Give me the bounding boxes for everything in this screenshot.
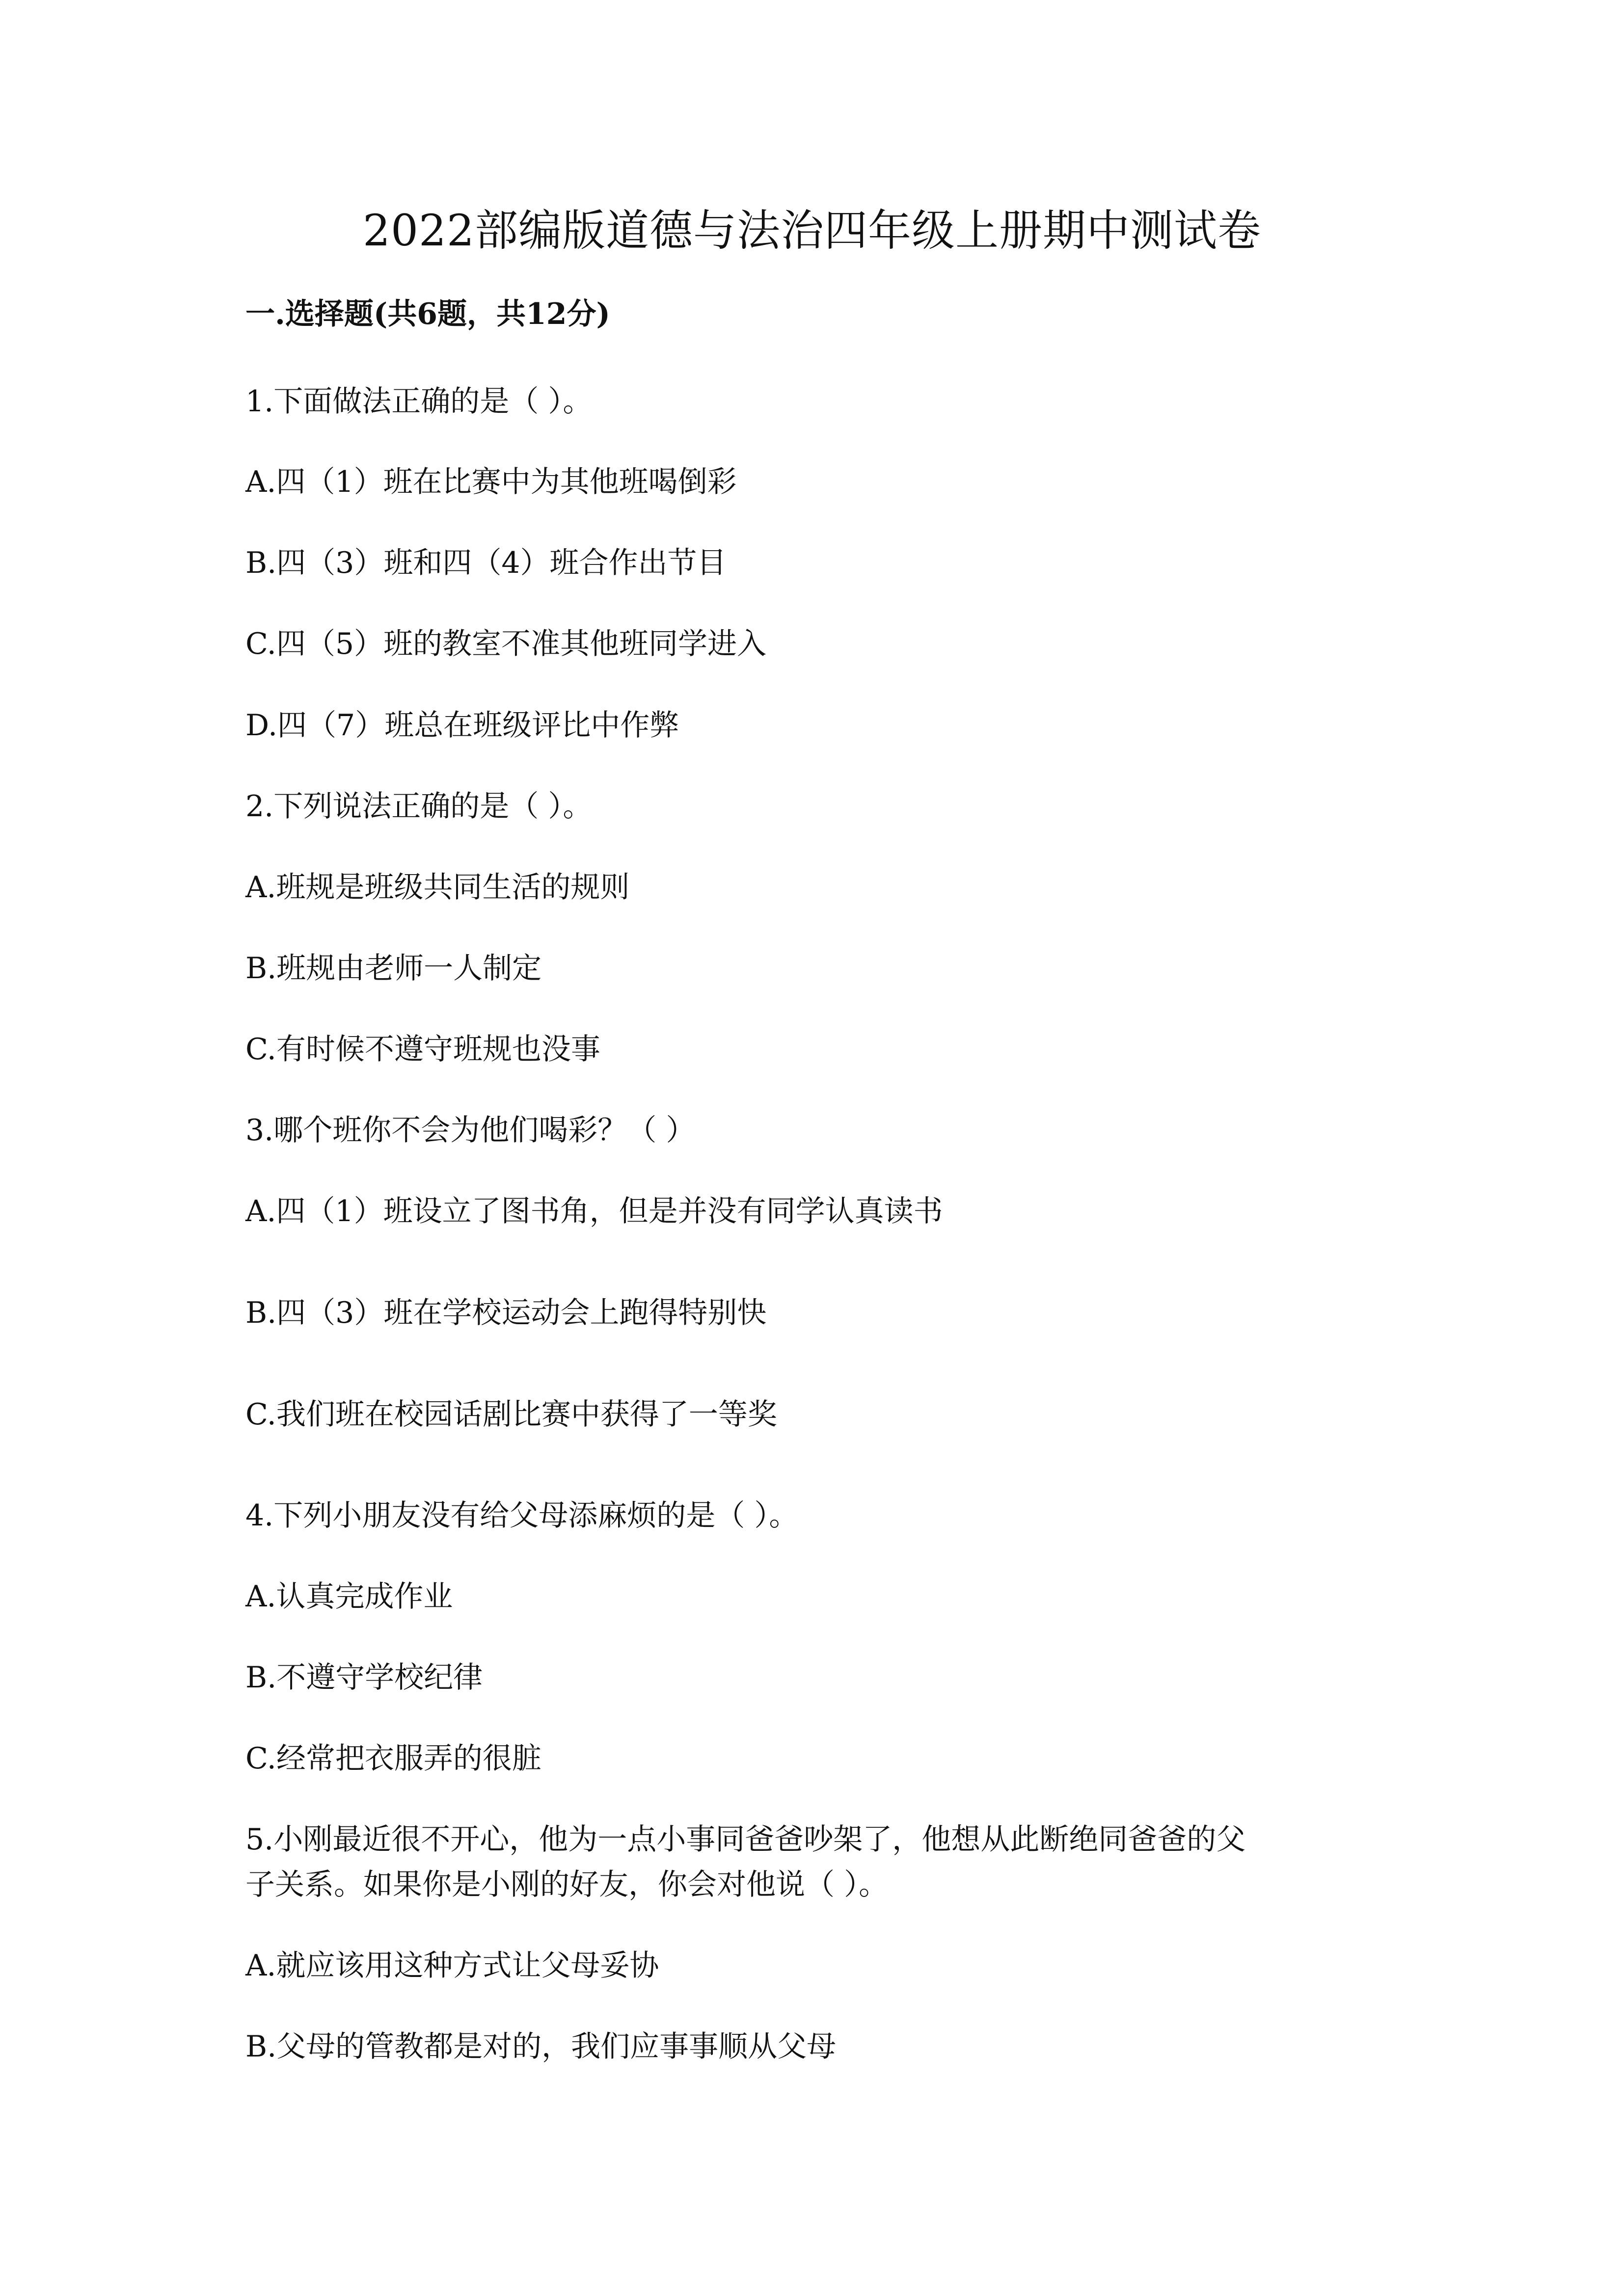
question-1-option-d: D.四（7）班总在班级评比中作弊 [245, 708, 679, 743]
question-5-option-a: A.就应该用这种方式让父母妥协 [245, 1949, 659, 1983]
question-2-option-a: A.班规是班级共同生活的规则 [245, 870, 630, 905]
question-1-option-a: A.四（1）班在比赛中为其他班喝倒彩 [245, 465, 737, 499]
question-1-option-c: C.四（5）班的教室不准其他班同学进入 [245, 627, 767, 661]
question-2-stem: 2.下列说法正确的是（ ）。 [245, 789, 593, 824]
section-heading: 一.选择题(共6题，共12分) [245, 297, 610, 331]
question-5-option-b: B.父母的管教都是对的，我们应事事顺从父母 [245, 2029, 837, 2064]
question-2-option-b: B.班规由老师一人制定 [245, 951, 542, 986]
question-3-stem: 3.哪个班你不会为他们喝彩？（ ） [245, 1113, 696, 1148]
question-3-option-a: A.四（1）班设立了图书角，但是并没有同学认真读书 [245, 1194, 943, 1228]
question-1-option-b: B.四（3）班和四（4）班合作出节目 [245, 546, 727, 580]
question-2-option-c: C.有时候不遵守班规也没事 [245, 1032, 600, 1067]
question-3-option-c: C.我们班在校园话剧比赛中获得了一等奖 [245, 1397, 777, 1432]
question-1-stem: 1.下面做法正确的是（ ）。 [245, 384, 593, 419]
question-4-option-a: A.认真完成作业 [245, 1579, 453, 1614]
question-5-stem-line-1: 5.小刚最近很不开心，他为一点小事同爸爸吵架了，他想从此断绝同爸爸的父 [245, 1822, 1246, 1857]
question-5-stem-line-2: 子关系。如果你是小刚的好友，你会对他说（ ）。 [245, 1868, 889, 1902]
question-4-stem: 4.下列小朋友没有给父母添麻烦的是（ ）。 [245, 1498, 799, 1533]
page-title: 2022部编版道德与法治四年级上册期中测试卷 [363, 205, 1261, 256]
question-3-option-b: B.四（3）班在学校运动会上跑得特别快 [245, 1296, 767, 1330]
question-4-option-b: B.不遵守学校纪律 [245, 1660, 483, 1695]
question-4-option-c: C.经常把衣服弄的很脏 [245, 1741, 541, 1776]
